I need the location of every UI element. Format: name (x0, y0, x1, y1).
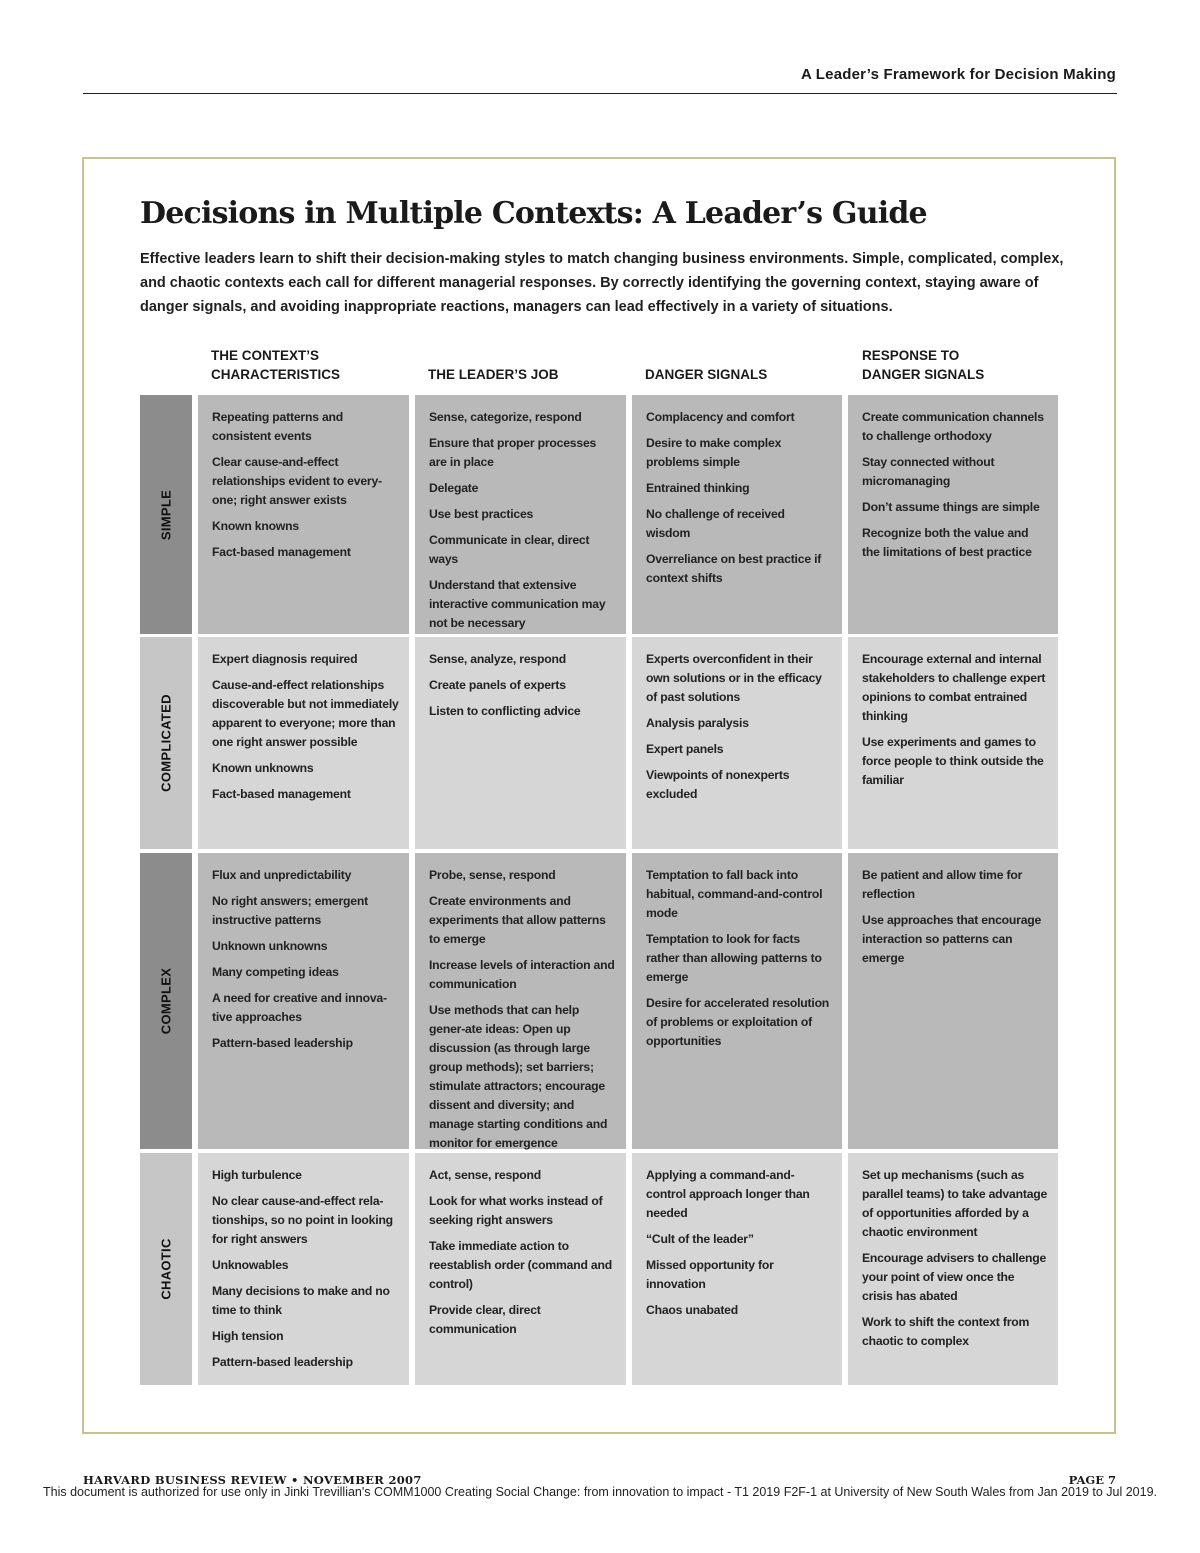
cell-item: Recognize both the value and the limitations of best practice (862, 526, 1032, 559)
footer-page-number: PAGE 7 (1068, 1473, 1116, 1487)
cell-item: Work to shift the context from chaotic to complex (862, 1315, 1030, 1348)
cell-item: Repeating patterns and consistent events (212, 410, 344, 443)
cell-item: No challenge of received wisdom (646, 507, 785, 540)
cell-item: Create panels of experts (429, 678, 566, 692)
cell-item: Applying a command-and-control approach longer than needed (646, 1168, 810, 1220)
cell-item: Increase levels of interaction and communication (429, 958, 615, 991)
column-header-leaders-job: THE LEADER’S JOB (428, 367, 559, 382)
grid-cell (848, 637, 1058, 849)
cell-item: Clear cause-and-effect relationships evident to every-one; right answer exists (212, 455, 382, 507)
row-label-simple: SIMPLE (140, 395, 192, 634)
cell-item: Cause-and-effect relationships discoverable but not immediately apparent to everyone; more than one right answer possible (212, 678, 399, 749)
cell-item: High turbulence (212, 1168, 302, 1182)
grid-cell (198, 1153, 409, 1385)
cell-item: Experts overconfident in their own solutions or in the efficacy of past solutions (646, 652, 822, 704)
grid-cell (848, 395, 1058, 634)
cell-item: Many competing ideas (212, 965, 339, 979)
cell-item: Use methods that can help gener-ate ideas: Open up discussion (as through large group methods); set barriers; stimulate attractors; encourage dissent and diversity; and manage starting conditions and monitor for emergence (429, 1003, 608, 1150)
cell-item: “Cult of the leader” (646, 1232, 754, 1246)
cell-item: Listen to conflicting advice (429, 704, 581, 718)
cell-item: Encourage external and internal stakeholders to challenge expert opinions to combat entrained thinking (862, 652, 1046, 723)
cell-item: Desire to make complex problems simple (646, 436, 782, 469)
cell-item: Complacency and comfort (646, 410, 795, 424)
cell-item: Probe, sense, respond (429, 868, 556, 882)
cell-item: Sense, analyze, respond (429, 652, 566, 666)
cell-item: Known knowns (212, 519, 299, 533)
cell-item: Entrained thinking (646, 481, 750, 495)
row-label-chaotic: CHAOTIC (140, 1153, 192, 1385)
row-label-complicated: COMPLICATED (140, 637, 192, 849)
cell-item: High tension (212, 1329, 284, 1343)
cell-item: Temptation to look for facts rather than allowing patterns to emerge (646, 932, 822, 984)
grid-cell (848, 1153, 1058, 1385)
grid-cell (415, 1153, 626, 1385)
grid-cell (415, 395, 626, 634)
cell-item: Fact-based management (212, 787, 351, 801)
cell-item: Take immediate action to reestablish order (command and control) (429, 1239, 612, 1291)
column-header-danger-signals: DANGER SIGNALS (645, 367, 768, 382)
grid-cell (415, 637, 626, 849)
cell-item: Pattern-based leadership (212, 1036, 353, 1050)
cell-item: Use approaches that encourage interaction so patterns can emerge (862, 913, 1042, 965)
cell-item: Create environments and experiments that allow patterns to emerge (429, 894, 606, 946)
grid-cell (198, 637, 409, 849)
cell-item: Use experiments and games to force people to think outside the familiar (862, 735, 1044, 787)
grid-cell (632, 637, 842, 849)
cell-item: Encourage advisers to challenge your point of view once the crisis has abated (862, 1251, 1047, 1303)
footer-publication: HARVARD BUSINESS REVIEW • NOVEMBER 2007 (83, 1473, 422, 1487)
cell-item: Look for what works instead of seeking right answers (429, 1194, 603, 1227)
cell-item: Unknown unknowns (212, 939, 328, 953)
grid-cell (415, 853, 626, 1149)
running-head: A Leader’s Framework for Decision Making (800, 66, 1116, 83)
grid-cell (632, 1153, 842, 1385)
cell-item: Understand that extensive interactive communication may not be necessary (429, 578, 606, 630)
cell-item: Temptation to fall back into habitual, command-and-control mode (646, 868, 823, 920)
cell-item: Analysis paralysis (646, 716, 749, 730)
grid-cell (848, 853, 1058, 1149)
cell-item: A need for creative and innova-tive approaches (212, 991, 387, 1024)
cell-item: Create communication channels to challenge orthodoxy (862, 410, 1044, 443)
grid-cell (198, 395, 409, 634)
cell-item: Chaos unabated (646, 1303, 739, 1317)
cell-item: No clear cause-and-effect rela-tionships, so no point in looking for right answers (212, 1194, 393, 1246)
cell-item: Use best practices (429, 507, 534, 521)
intro-paragraph: Effective leaders learn to shift their decision-making styles to match changing business environments. Simple, complicated, complex, and chaotic contexts each call for different managerial responses. By correctly identifying the governing context, staying aware of danger signals, and avoiding inappropriate reactions, managers can lead effectively in a variety of situations. (140, 251, 1064, 315)
cell-item: Pattern-based leadership (212, 1355, 353, 1369)
cell-item: Ensure that proper processes are in place (429, 436, 597, 469)
grid-cell (632, 395, 842, 634)
cell-item: Overreliance on best practice if context shifts (646, 552, 822, 585)
cell-item: Stay connected without micromanaging (862, 455, 995, 488)
cell-item: Unknowables (212, 1258, 289, 1272)
cell-item: Expert diagnosis required (212, 652, 358, 666)
cell-item: Communicate in clear, direct ways (429, 533, 590, 566)
cell-item: Known unknowns (212, 761, 314, 775)
cell-item: Many decisions to make and no time to think (212, 1284, 390, 1317)
row-label-complex: COMPLEX (140, 853, 192, 1149)
cell-item: Fact-based management (212, 545, 351, 559)
authorization-notice: This document is authorized for use only in Jinki Trevillian's COMM1000 Creating Social Change: from innovation to impact - T1 2019 F2F-1 at University of New South Wales from Jan 2019 to Jul 2019. (42, 1485, 1158, 1499)
cell-item: Sense, categorize, respond (429, 410, 582, 424)
cell-item: Don’t assume things are simple (862, 500, 1040, 514)
cell-item: Expert panels (646, 742, 724, 756)
cell-item: Viewpoints of nonexperts excluded (646, 768, 790, 801)
cell-item: Act, sense, respond (429, 1168, 542, 1182)
cell-item: Flux and unpredictability (212, 868, 352, 882)
column-header-characteristics: THE CONTEXT’S CHARACTERISTICS (211, 348, 341, 382)
cell-item: Missed opportunity for innovation (646, 1258, 774, 1291)
cell-item: Delegate (429, 481, 479, 495)
grid-cell (632, 853, 842, 1149)
cell-item: No right answers; emergent instructive patterns (212, 894, 368, 927)
cell-item: Be patient and allow time for reflection (862, 868, 1023, 901)
column-header-response: RESPONSE TO DANGER SIGNALS (862, 348, 985, 382)
cell-item: Desire for accelerated resolution of problems or exploitation of opportunities (646, 996, 830, 1048)
page-title: Decisions in Multiple Contexts: A Leader’s Guide (140, 196, 927, 231)
grid-cell (198, 853, 409, 1149)
cell-item: Set up mechanisms (such as parallel teams) to take advantage of opportunities afforded by a chaotic environment (862, 1168, 1048, 1239)
header-rule (83, 93, 1117, 94)
cell-item: Provide clear, direct communication (429, 1303, 541, 1336)
